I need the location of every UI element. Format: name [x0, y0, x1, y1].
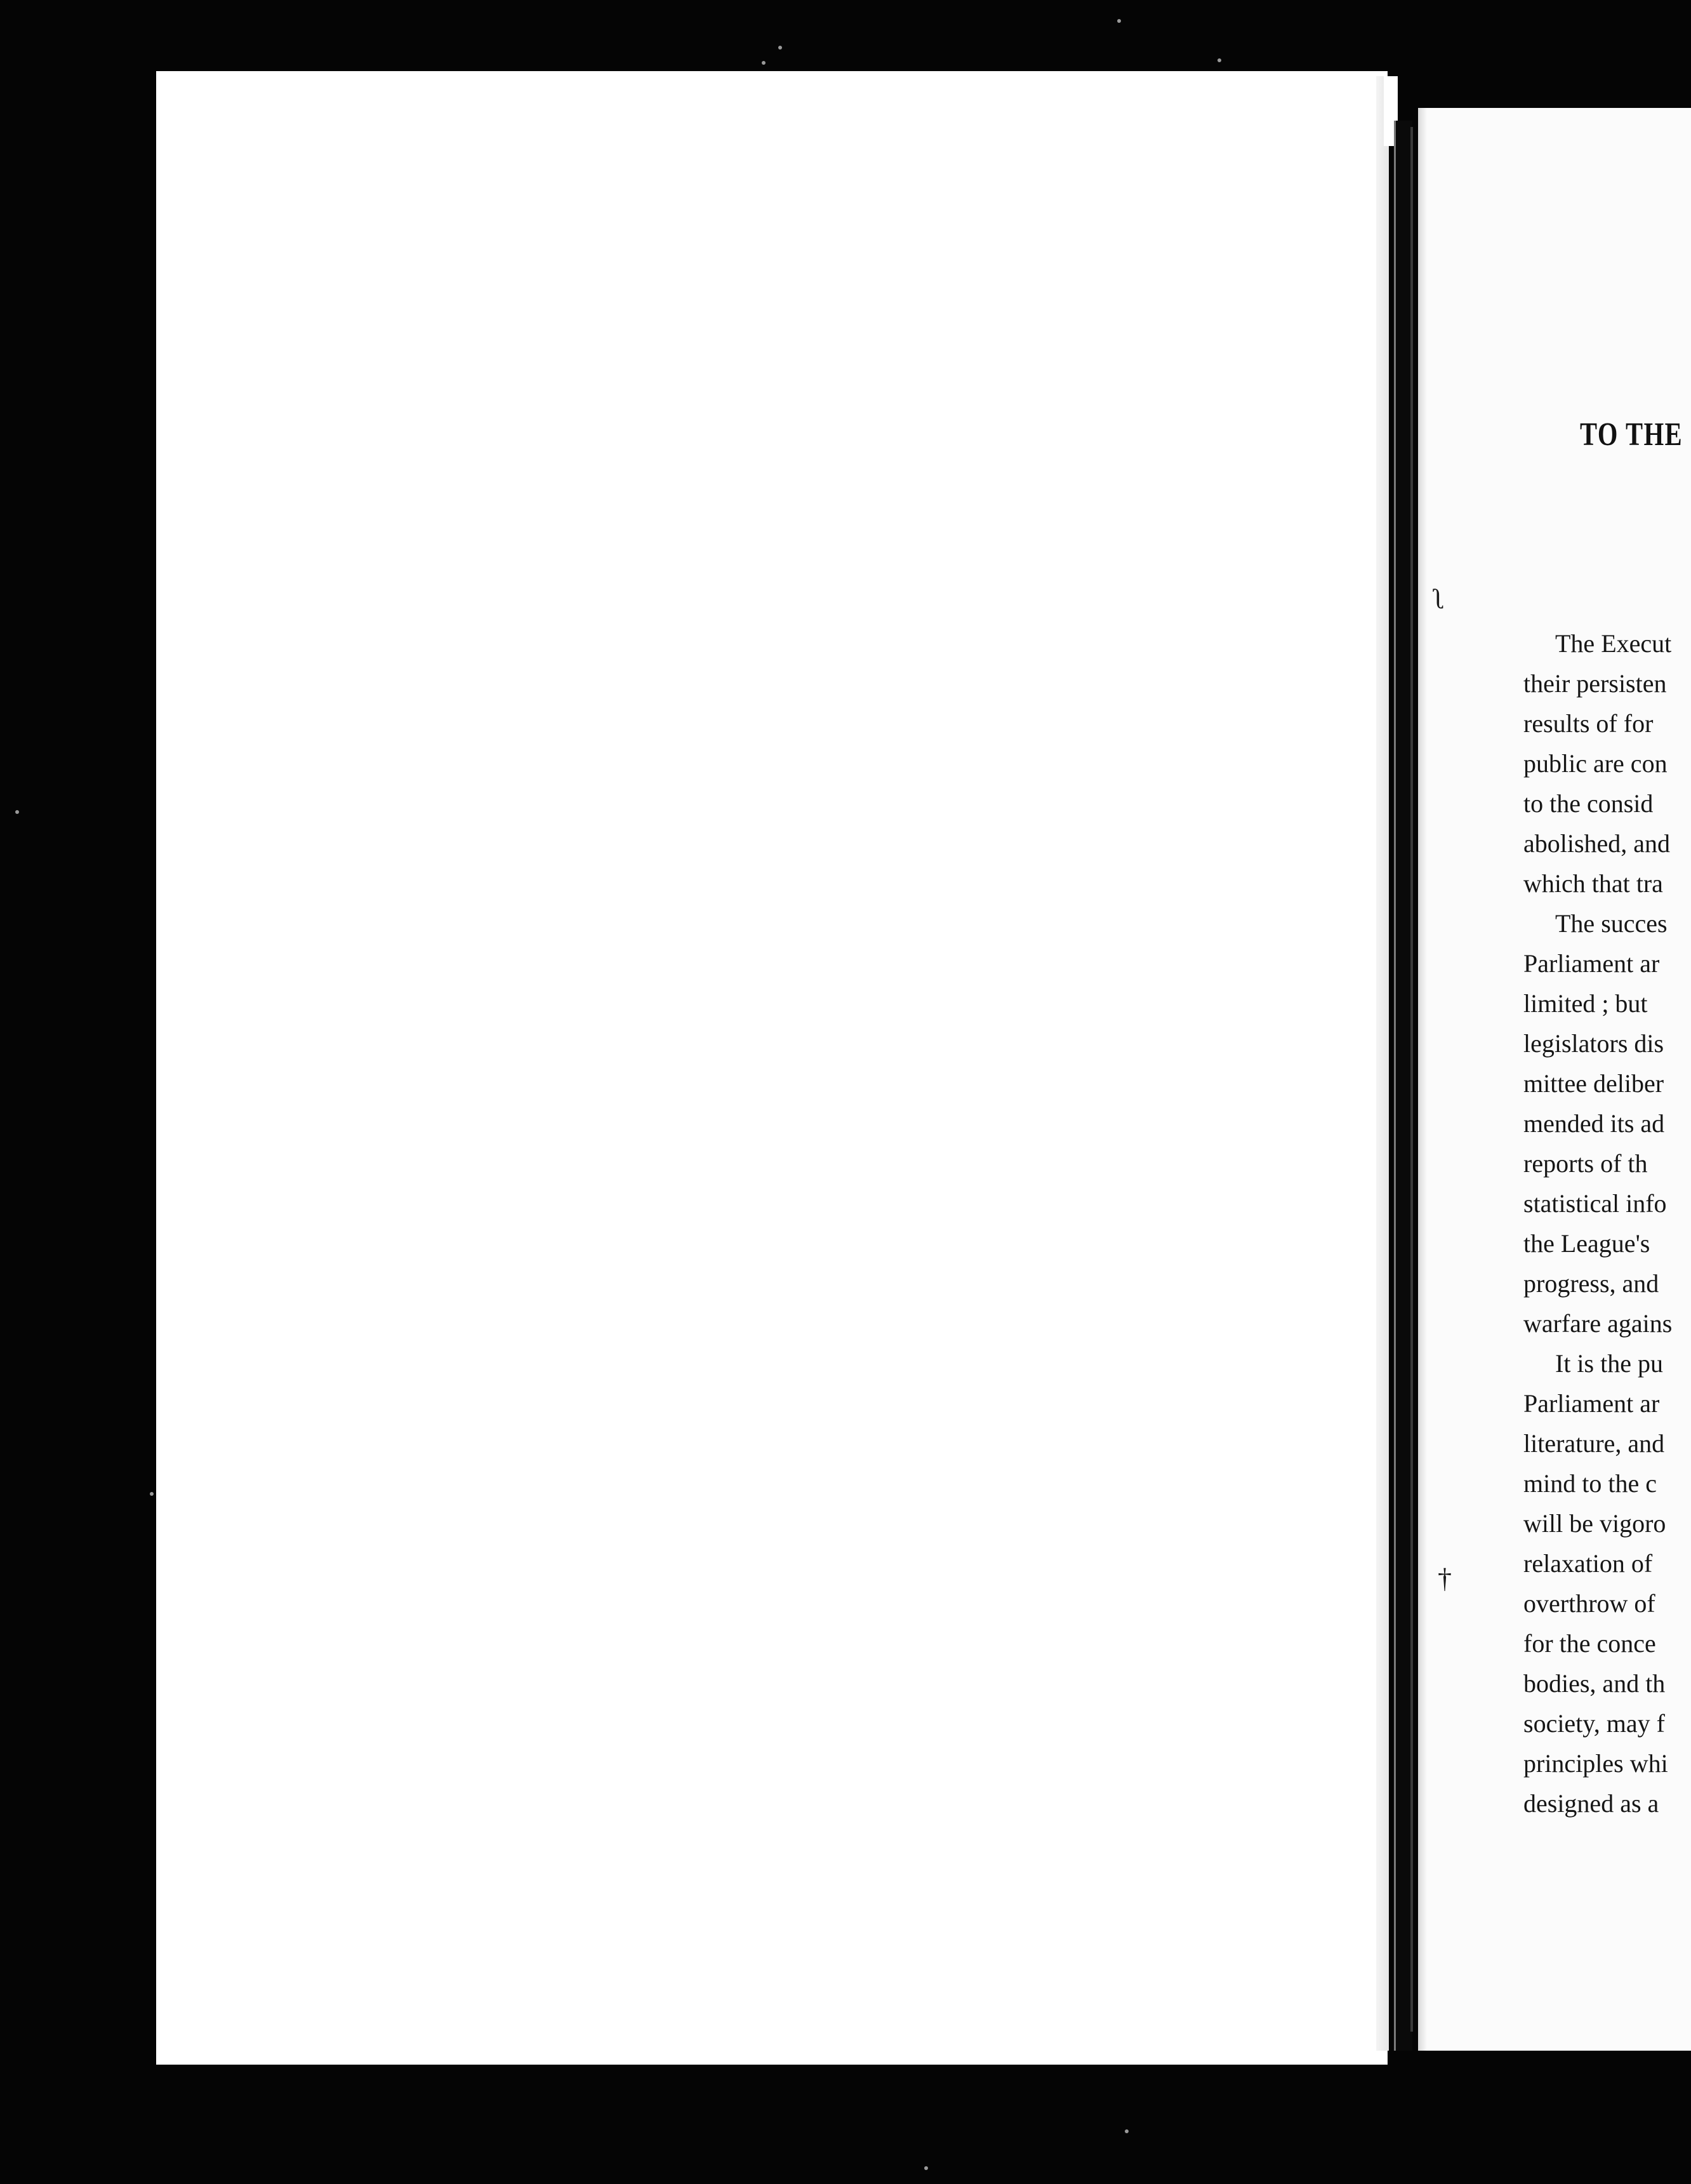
- text-line: limited ; but: [1523, 989, 1648, 1018]
- text-line: to the consid: [1523, 789, 1654, 818]
- text-line: The Execut: [1555, 629, 1672, 658]
- speck: [1217, 58, 1221, 62]
- text-line: which that tra: [1523, 869, 1663, 898]
- text-line: warfare agains: [1523, 1309, 1673, 1338]
- text-line: for the conce: [1523, 1629, 1656, 1658]
- text-line: mended its ad: [1523, 1109, 1665, 1138]
- text-line: overthrow of: [1523, 1589, 1655, 1618]
- speck: [15, 810, 19, 814]
- body-text: [1523, 623, 1672, 1823]
- text-line: The succes: [1555, 909, 1668, 938]
- text-line: mind to the c: [1523, 1469, 1657, 1498]
- text-line: It is the pu: [1555, 1349, 1663, 1378]
- left-page-edge: [1376, 76, 1389, 2051]
- speck: [924, 2166, 928, 2170]
- text-line: public are con: [1523, 749, 1668, 778]
- text-line: mittee deliber: [1523, 1069, 1664, 1098]
- text-line: will be vigoro: [1523, 1509, 1666, 1538]
- text-line: abolished, and: [1523, 829, 1671, 858]
- book-gutter: [1394, 121, 1412, 2051]
- speck: [778, 46, 782, 50]
- speck: [1117, 19, 1121, 23]
- speck: [1125, 2129, 1129, 2133]
- gutter-line: [1410, 127, 1413, 2032]
- text-line: their persisten: [1523, 669, 1667, 698]
- text-line: statistical info: [1523, 1189, 1667, 1218]
- speck: [762, 61, 766, 65]
- text-line: society, may f: [1523, 1709, 1665, 1738]
- text-line: literature, and: [1523, 1429, 1665, 1458]
- text-line: reports of th: [1523, 1149, 1648, 1178]
- text-line: designed as a: [1523, 1789, 1659, 1818]
- text-line: Parliament ar: [1523, 1389, 1660, 1418]
- left-blank-page: [156, 71, 1388, 2065]
- text-line: principles whi: [1523, 1749, 1668, 1778]
- text-line: results of for: [1523, 709, 1654, 738]
- scan-mark-dagger: †: [1438, 1563, 1452, 1594]
- text-line: bodies, and th: [1523, 1669, 1666, 1698]
- text-line: legislators dis: [1523, 1029, 1664, 1058]
- text-line: Parliament ar: [1523, 949, 1660, 978]
- text-line: the League's: [1523, 1229, 1650, 1258]
- scan-mark-top: ʅ: [1433, 583, 1446, 615]
- right-text-page: [1418, 108, 1691, 2051]
- speck: [150, 1492, 154, 1496]
- text-line: progress, and: [1523, 1269, 1659, 1298]
- page-heading: TO THE: [1580, 416, 1683, 453]
- text-line: relaxation of: [1523, 1549, 1653, 1578]
